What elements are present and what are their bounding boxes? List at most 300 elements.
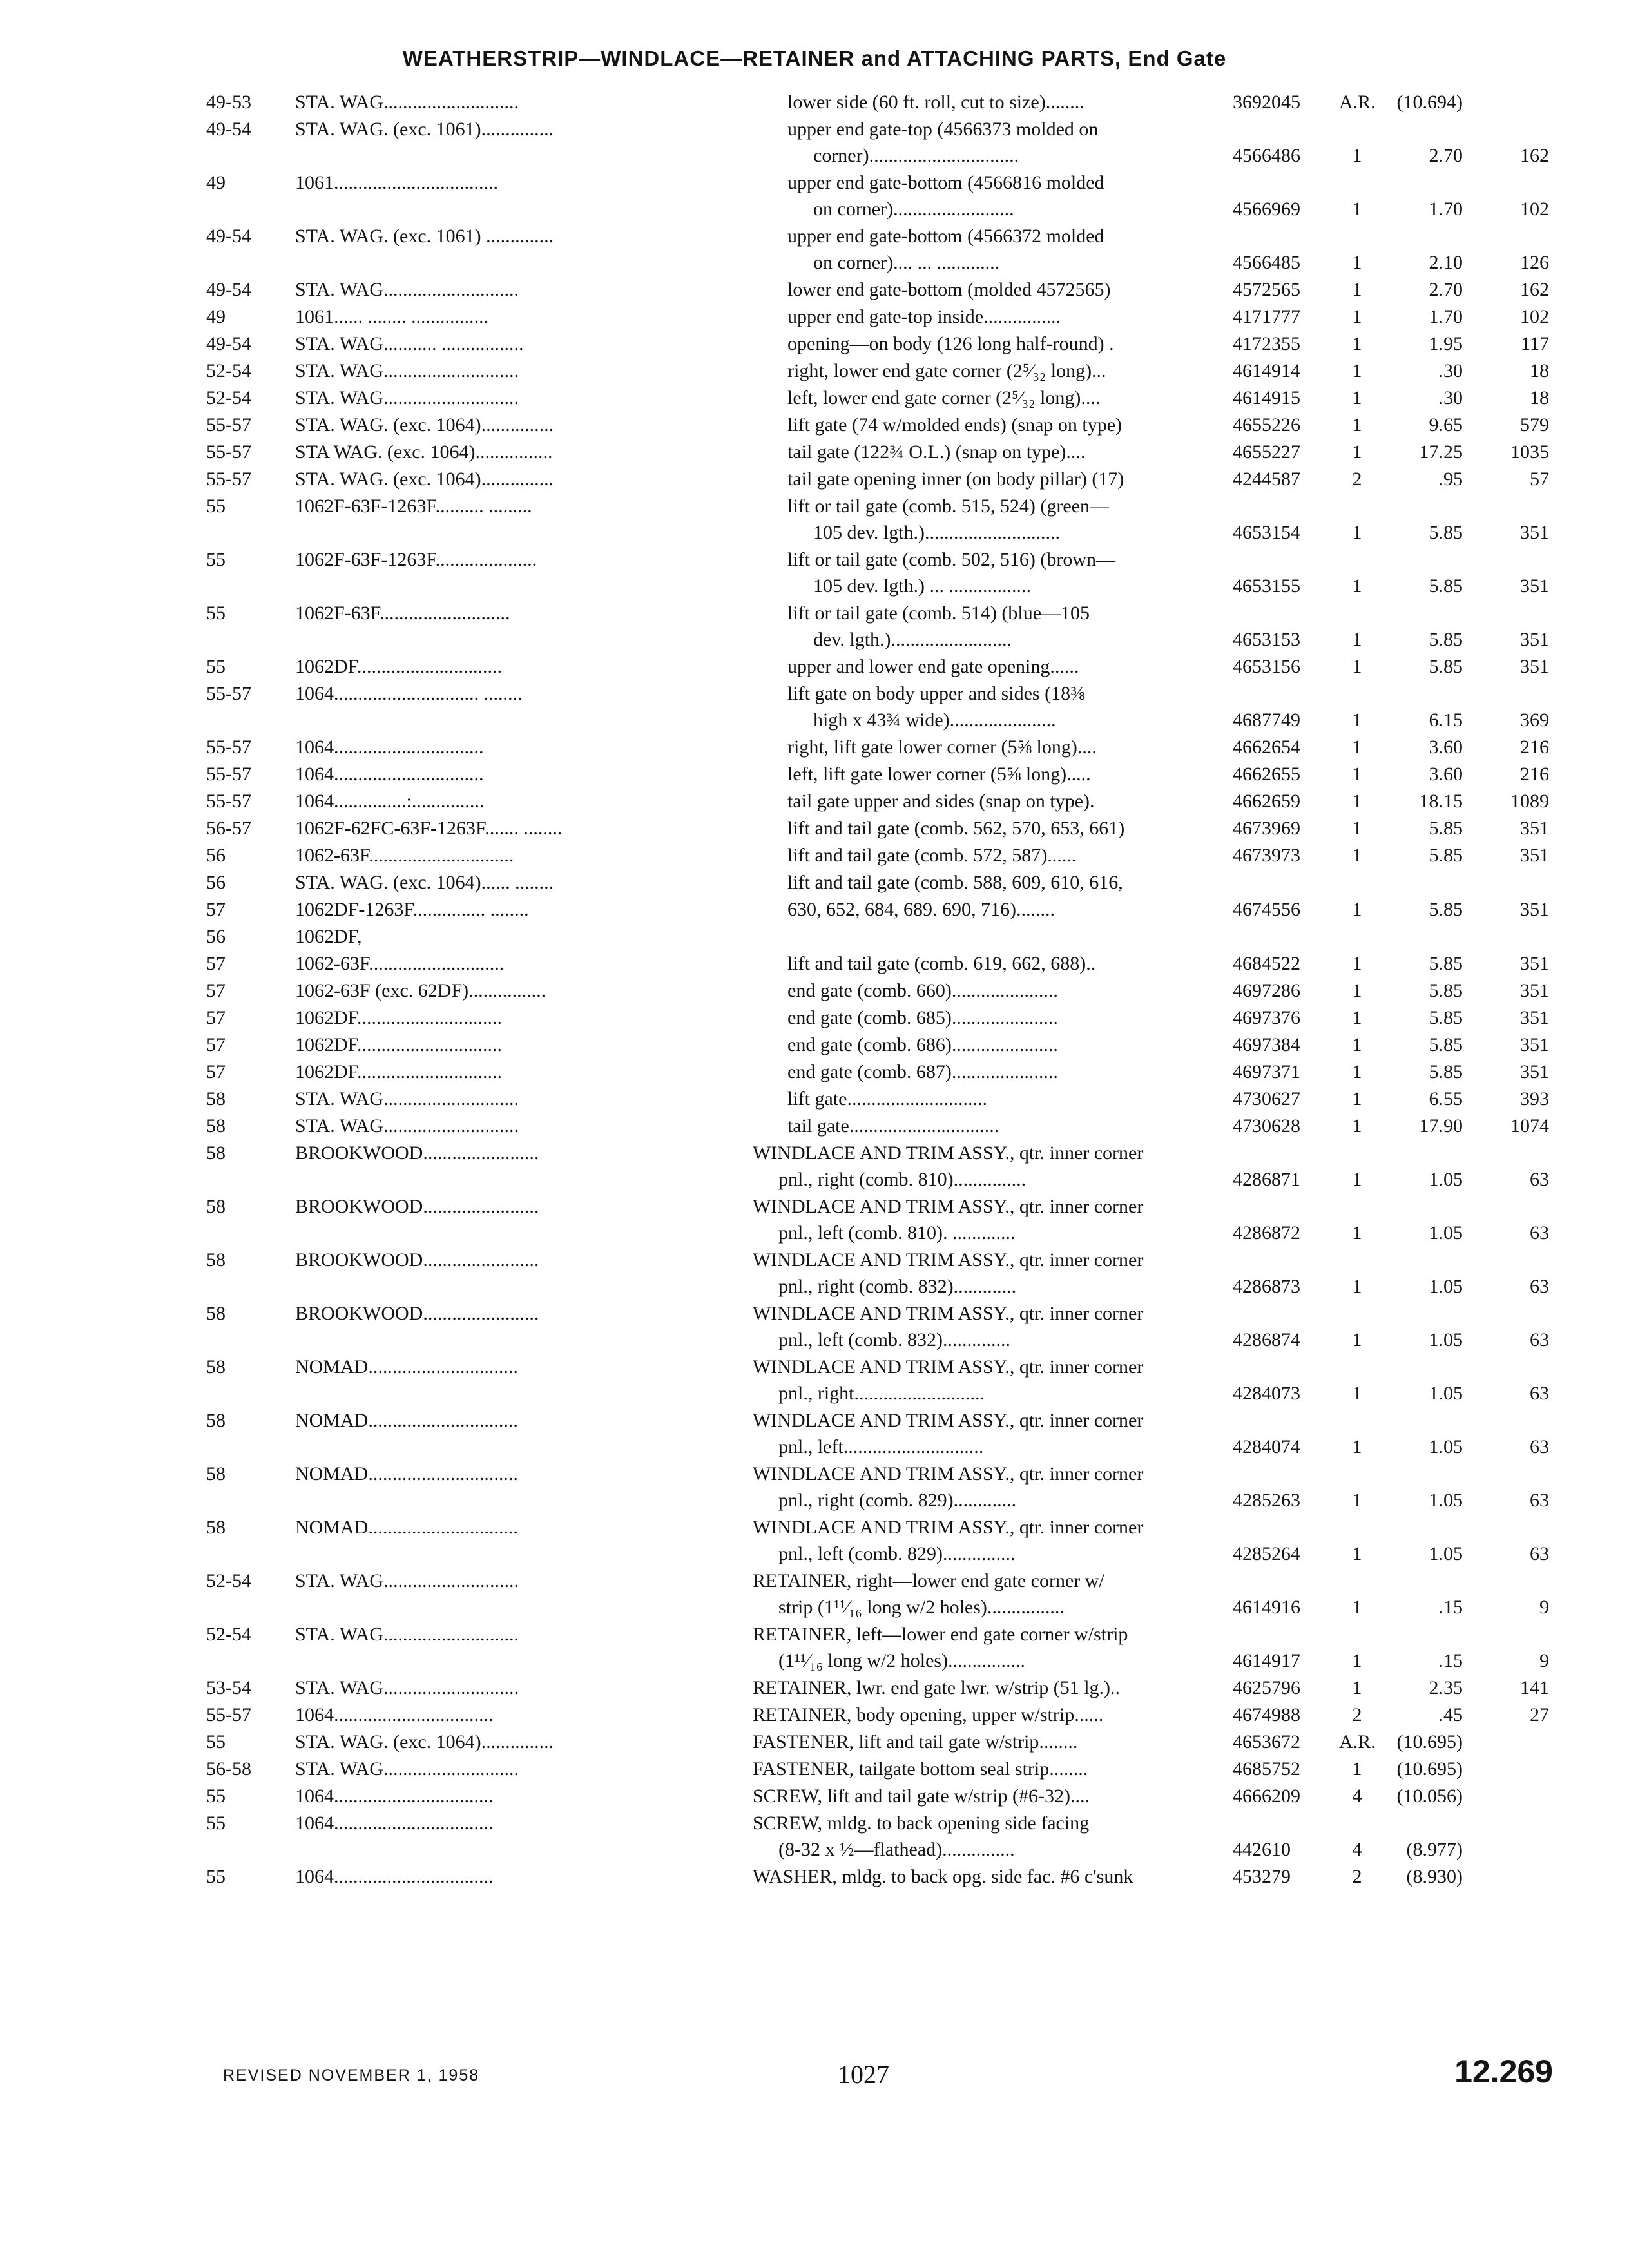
description-line: FASTENER, lift and tail gate w/strip........: [753, 1731, 1078, 1753]
model-cell: 1064.................................: [295, 1866, 494, 1887]
model-cell: 1064...............:...............: [295, 791, 485, 812]
year-cell: 49-54: [206, 333, 251, 354]
year-cell: 55-57: [206, 441, 251, 463]
quantity-cell: 2: [1352, 1704, 1362, 1725]
part-number-cell: 4286872: [1233, 1222, 1300, 1244]
description-line: strip (1¹¹⁄₁₆ long w/2 holes)................: [778, 1597, 1065, 1618]
table-row: [0, 896, 1629, 923]
part-number-cell: 4653672: [1233, 1731, 1300, 1753]
price-cell: (10.695): [1396, 1758, 1463, 1780]
description-line: tail gate opening inner (on body pillar) (17): [787, 468, 1124, 490]
group-cell: 162: [1520, 145, 1549, 166]
group-cell: 351: [1520, 845, 1549, 866]
description-line: WINDLACE AND TRIM ASSY., qtr. inner corner: [753, 1196, 1144, 1217]
group-cell: 216: [1520, 736, 1549, 758]
page-number: 1027: [838, 2060, 889, 2089]
model-cell: 1062DF..............................: [295, 656, 502, 677]
price-cell: .30: [1438, 360, 1463, 381]
model-cell: 1064...............................: [295, 736, 484, 758]
price-cell: 1.05: [1429, 1436, 1463, 1457]
year-cell: 55-57: [206, 683, 251, 704]
description-line: WINDLACE AND TRIM ASSY., qtr. inner corner: [753, 1410, 1144, 1431]
quantity-cell: A.R.: [1339, 1731, 1376, 1753]
year-cell: 55-57: [206, 414, 251, 436]
group-cell: 351: [1520, 818, 1549, 839]
year-cell: 49: [206, 172, 226, 193]
year-cell: 56: [206, 926, 226, 947]
quantity-cell: 1: [1352, 629, 1362, 650]
group-cell: 102: [1520, 198, 1549, 220]
price-cell: 5.85: [1429, 575, 1463, 597]
quantity-cell: 1: [1352, 953, 1362, 974]
model-cell: 1061...... ........ ................: [295, 306, 488, 327]
model-cell: 1064.................................: [295, 1704, 494, 1725]
description-line: lower end gate-bottom (molded 4572565): [787, 279, 1111, 300]
year-cell: 55-57: [206, 1704, 251, 1725]
table-row: [0, 1004, 1629, 1031]
description-line: lift and tail gate (comb. 572, 587)......: [787, 845, 1077, 866]
description-line: lift and tail gate (comb. 562, 570, 653, 661): [787, 818, 1125, 839]
description-line: end gate (comb. 685)......................: [787, 1007, 1058, 1028]
price-cell: 2.35: [1429, 1677, 1463, 1698]
table-row: [0, 1354, 1629, 1407]
part-number-cell: 4286873: [1233, 1276, 1300, 1297]
year-cell: 58: [206, 1410, 226, 1431]
group-cell: 63: [1530, 1276, 1549, 1297]
year-cell: 55-57: [206, 791, 251, 812]
quantity-cell: 1: [1352, 252, 1362, 273]
group-cell: 1035: [1510, 441, 1549, 463]
description-line: lift gate (74 w/molded ends) (snap on type): [787, 414, 1123, 436]
description-line: lift and tail gate (comb. 588, 609, 610, 616,: [787, 872, 1123, 893]
model-cell: 1064.................................: [295, 1812, 494, 1834]
year-cell: 58: [206, 1088, 226, 1110]
part-number-cell: 4286874: [1233, 1329, 1300, 1350]
price-cell: 5.85: [1429, 953, 1463, 974]
year-cell: 58: [206, 1463, 226, 1485]
price-cell: 1.05: [1429, 1329, 1463, 1350]
table-row: [0, 1193, 1629, 1246]
price-cell: 1.05: [1429, 1543, 1463, 1564]
table-row: [0, 1059, 1629, 1085]
table-row: [0, 1783, 1629, 1809]
part-number-cell: 4674988: [1233, 1704, 1300, 1725]
description-line: pnl., right (comb. 832).............: [778, 1276, 1017, 1297]
price-cell: 5.85: [1429, 1034, 1463, 1055]
table-row: [0, 169, 1629, 222]
group-cell: 18: [1530, 360, 1549, 381]
quantity-cell: 1: [1352, 791, 1362, 812]
year-cell: 57: [206, 953, 226, 974]
table-row: [0, 1675, 1629, 1701]
description-line: pnl., left (comb. 829)...............: [778, 1543, 1016, 1564]
quantity-cell: 1: [1352, 575, 1362, 597]
quantity-cell: 1: [1352, 1650, 1362, 1671]
year-cell: 49-54: [206, 119, 251, 140]
description-line: RETAINER, body opening, upper w/strip......: [753, 1704, 1104, 1725]
part-number-cell: 4674556: [1233, 899, 1300, 920]
price-cell: .15: [1438, 1650, 1463, 1671]
table-row: [0, 1407, 1629, 1460]
model-cell: NOMAD...............................: [295, 1517, 518, 1538]
table-row: [0, 303, 1629, 330]
description-line: lift or tail gate (comb. 514) (blue—105: [787, 602, 1090, 624]
price-cell: 2.10: [1429, 252, 1463, 273]
quantity-cell: 1: [1352, 1034, 1362, 1055]
description-line: end gate (comb. 686)......................: [787, 1034, 1058, 1055]
price-cell: 5.85: [1429, 629, 1463, 650]
description-line: 105 dev. lgth.)............................: [813, 522, 1061, 543]
group-cell: 63: [1530, 1543, 1549, 1564]
price-cell: 1.70: [1429, 198, 1463, 220]
part-number-cell: 4687749: [1233, 709, 1300, 731]
part-number-cell: 4566969: [1233, 198, 1300, 220]
year-cell: 52-54: [206, 387, 251, 408]
group-cell: 117: [1521, 333, 1549, 354]
description-line: pnl., left.............................: [778, 1436, 984, 1457]
part-number-cell: 4614916: [1233, 1597, 1300, 1618]
description-line: upper end gate-top (4566373 molded on: [787, 119, 1099, 140]
year-cell: 56: [206, 872, 226, 893]
model-cell: 1062DF..............................: [295, 1034, 502, 1055]
part-number-cell: 4614915: [1233, 387, 1300, 408]
page-title: WEATHERSTRIP—WINDLACE—RETAINER and ATTACHING PARTS, End Gate: [402, 46, 1227, 70]
part-number-cell: 4653155: [1233, 575, 1300, 597]
table-row: [0, 546, 1629, 599]
description-line: upper end gate-top inside................: [787, 306, 1061, 327]
table-row: [0, 1568, 1629, 1620]
price-cell: 5.85: [1429, 522, 1463, 543]
group-cell: 351: [1520, 629, 1549, 650]
part-number-cell: 4653154: [1233, 522, 1300, 543]
year-cell: 52-54: [206, 1624, 251, 1645]
part-number-cell: 4625796: [1233, 1677, 1300, 1698]
quantity-cell: 1: [1352, 1543, 1362, 1564]
price-cell: .95: [1438, 468, 1463, 490]
description-line: WASHER, mldg. to back opg. side fac. #6 c'sunk: [753, 1866, 1133, 1887]
table-row: [0, 439, 1629, 465]
description-line: WINDLACE AND TRIM ASSY., qtr. inner corner: [753, 1249, 1144, 1271]
group-cell: 126: [1520, 252, 1549, 273]
part-number-cell: 4614917: [1233, 1650, 1300, 1671]
part-number-cell: 4284074: [1233, 1436, 1300, 1457]
price-cell: .30: [1438, 387, 1463, 408]
model-cell: STA. WAG............................: [295, 1624, 519, 1645]
description-line: FASTENER, tailgate bottom seal strip........: [753, 1758, 1088, 1780]
quantity-cell: 1: [1352, 764, 1362, 785]
part-number-cell: 4285263: [1233, 1490, 1300, 1511]
price-cell: 18.15: [1419, 791, 1463, 812]
description-line: lift or tail gate (comb. 502, 516) (brown—: [787, 549, 1116, 570]
year-cell: 55: [206, 1785, 226, 1807]
price-cell: 1.05: [1429, 1169, 1463, 1190]
model-cell: 1062F-63F...........................: [295, 602, 510, 624]
group-cell: 63: [1530, 1222, 1549, 1244]
model-cell: 1064...............................: [295, 764, 484, 785]
model-cell: STA WAG. (exc. 1064)................: [295, 441, 553, 463]
part-number-cell: 4653156: [1233, 656, 1300, 677]
table-row: [0, 116, 1629, 169]
description-line: WINDLACE AND TRIM ASSY., qtr. inner corner: [753, 1463, 1144, 1485]
year-cell: 55: [206, 495, 226, 517]
price-cell: 5.85: [1429, 980, 1463, 1001]
table-row: [0, 1863, 1629, 1890]
table-row: [0, 842, 1629, 869]
part-number-cell: 4662659: [1233, 791, 1300, 812]
table-row: [0, 680, 1629, 733]
price-cell: 5.85: [1429, 818, 1463, 839]
part-number-cell: 4697286: [1233, 980, 1300, 1001]
model-cell: 1062DF-1263F............... ........: [295, 899, 529, 920]
price-cell: (8.977): [1406, 1839, 1463, 1860]
year-cell: 53-54: [206, 1677, 251, 1698]
model-cell: 1062F-63F-1263F.....................: [295, 549, 537, 570]
description-line: right, lift gate lower corner (5⅝ long)....: [787, 736, 1097, 758]
quantity-cell: 1: [1352, 1115, 1362, 1137]
year-cell: 58: [206, 1196, 226, 1217]
model-cell: STA. WAG............................: [295, 1758, 519, 1780]
year-cell: 58: [206, 1517, 226, 1538]
part-number-cell: 4662655: [1233, 764, 1300, 785]
description-line: (1¹¹⁄₁₆ long w/2 holes)................: [778, 1650, 1026, 1671]
model-cell: STA. WAG............................: [295, 1115, 519, 1137]
part-number-cell: 4666209: [1233, 1785, 1300, 1807]
quantity-cell: 1: [1352, 522, 1362, 543]
table-row: [0, 1621, 1629, 1674]
quantity-cell: 1: [1352, 1276, 1362, 1297]
model-cell: STA. WAG. (exc. 1061)...............: [295, 119, 554, 140]
year-cell: 55-57: [206, 736, 251, 758]
price-cell: 2.70: [1429, 145, 1463, 166]
model-cell: 1064.............................. ........: [295, 683, 523, 704]
part-number-cell: 4614914: [1233, 360, 1300, 381]
table-row: [0, 276, 1629, 303]
year-cell: 49: [206, 306, 226, 327]
group-cell: 216: [1520, 764, 1549, 785]
table-row: [0, 1300, 1629, 1353]
price-cell: 3.60: [1429, 764, 1463, 785]
year-cell: 55-57: [206, 764, 251, 785]
group-cell: 351: [1520, 1007, 1549, 1028]
quantity-cell: 1: [1352, 1490, 1362, 1511]
table-row: [0, 1702, 1629, 1728]
group-cell: 27: [1530, 1704, 1549, 1725]
part-number-cell: 4673973: [1233, 845, 1300, 866]
year-cell: 49-53: [206, 91, 251, 113]
part-number-cell: 4566486: [1233, 145, 1300, 166]
year-cell: 55: [206, 1866, 226, 1887]
group-cell: 351: [1520, 953, 1549, 974]
group-cell: 18: [1530, 387, 1549, 408]
description-line: lower side (60 ft. roll, cut to size)........: [787, 91, 1084, 113]
quantity-cell: 1: [1352, 1677, 1362, 1698]
group-cell: 351: [1520, 522, 1549, 543]
quantity-cell: 1: [1352, 1436, 1362, 1457]
part-number-cell: 4572565: [1233, 279, 1300, 300]
table-row: [0, 761, 1629, 787]
model-cell: BROOKWOOD........................: [295, 1303, 539, 1324]
part-number-cell: 4566485: [1233, 252, 1300, 273]
description-line: lift gate on body upper and sides (18⅜: [787, 683, 1085, 704]
quantity-cell: 1: [1352, 1383, 1362, 1404]
description-line: dev. lgth.).........................: [813, 629, 1012, 650]
table-row: [0, 788, 1629, 814]
group-cell: 57: [1530, 468, 1549, 490]
table-row: [0, 1247, 1629, 1300]
model-cell: STA. WAG............................: [295, 279, 519, 300]
group-cell: 9: [1539, 1650, 1549, 1671]
description-line: high x 43¾ wide)......................: [813, 709, 1056, 731]
model-cell: STA. WAG........... .................: [295, 333, 524, 354]
table-row: [0, 385, 1629, 411]
year-cell: 52-54: [206, 360, 251, 381]
group-cell: 351: [1520, 1034, 1549, 1055]
group-cell: 63: [1530, 1436, 1549, 1457]
table-row: [0, 1113, 1629, 1139]
table-row: [0, 1729, 1629, 1755]
model-cell: STA. WAG............................: [295, 360, 519, 381]
year-cell: 55: [206, 602, 226, 624]
price-cell: 3.60: [1429, 736, 1463, 758]
year-cell: 58: [206, 1303, 226, 1324]
model-cell: 1062-63F............................: [295, 953, 505, 974]
section-number: 12.269: [1454, 2053, 1553, 2090]
part-number-cell: 4730628: [1233, 1115, 1300, 1137]
description-line: 630, 652, 684, 689. 690, 716)........: [787, 899, 1055, 920]
table-row: [0, 358, 1629, 384]
model-cell: STA. WAG. (exc. 1064)...............: [295, 1731, 554, 1753]
price-cell: 9.65: [1429, 414, 1463, 436]
quantity-cell: 2: [1352, 1866, 1362, 1887]
year-cell: 55: [206, 1812, 226, 1834]
year-cell: 58: [206, 1142, 226, 1164]
quantity-cell: 1: [1352, 441, 1362, 463]
price-cell: (8.930): [1406, 1866, 1463, 1887]
part-number-cell: 453279: [1233, 1866, 1291, 1887]
table-row: [0, 1086, 1629, 1112]
part-number-cell: 4697371: [1233, 1061, 1300, 1082]
year-cell: 49-54: [206, 279, 251, 300]
quantity-cell: 1: [1352, 1061, 1362, 1082]
quantity-cell: 1: [1352, 1169, 1362, 1190]
part-number-cell: 4655227: [1233, 441, 1300, 463]
part-number-cell: 3692045: [1233, 91, 1300, 113]
description-line: pnl., right (comb. 829).............: [778, 1490, 1017, 1511]
table-row: [0, 223, 1629, 276]
description-line: left, lower end gate corner (2⁵⁄₃₂ long)....: [787, 387, 1101, 408]
price-cell: (10.695): [1396, 1731, 1463, 1753]
table-row: [0, 89, 1629, 115]
model-cell: BROOKWOOD........................: [295, 1196, 539, 1217]
part-number-cell: 4285264: [1233, 1543, 1300, 1564]
table-row: [0, 493, 1629, 546]
quantity-cell: 1: [1352, 1007, 1362, 1028]
table-row: [0, 1810, 1629, 1863]
model-cell: STA. WAG............................: [295, 387, 519, 408]
description-line: right, lower end gate corner (2⁵⁄₃₂ long)...: [787, 360, 1106, 381]
year-cell: 57: [206, 899, 226, 920]
model-cell: BROOKWOOD........................: [295, 1142, 539, 1164]
description-line: WINDLACE AND TRIM ASSY., qtr. inner corner: [753, 1303, 1144, 1324]
description-line: RETAINER, left—lower end gate corner w/strip: [753, 1624, 1128, 1645]
part-number-cell: 442610: [1233, 1839, 1291, 1860]
table-row: [0, 869, 1629, 896]
table-row: [0, 1514, 1629, 1567]
description-line: SCREW, mldg. to back opening side facing: [753, 1812, 1090, 1834]
description-line: corner)...............................: [813, 145, 1019, 166]
description-line: opening—on body (126 long half-round) .: [787, 333, 1114, 354]
description-line: WINDLACE AND TRIM ASSY., qtr. inner corner: [753, 1517, 1144, 1538]
group-cell: 1074: [1510, 1115, 1549, 1137]
group-cell: 63: [1530, 1383, 1549, 1404]
price-cell: 1.95: [1429, 333, 1463, 354]
description-line: WINDLACE AND TRIM ASSY., qtr. inner corner: [753, 1356, 1144, 1378]
description-line: end gate (comb. 660)......................: [787, 980, 1058, 1001]
price-cell: 1.05: [1429, 1490, 1463, 1511]
price-cell: 5.85: [1429, 845, 1463, 866]
description-line: WINDLACE AND TRIM ASSY., qtr. inner corner: [753, 1142, 1144, 1164]
quantity-cell: 4: [1352, 1785, 1362, 1807]
year-cell: 55: [206, 549, 226, 570]
part-number-cell: 4655226: [1233, 414, 1300, 436]
model-cell: 1062F-63F-1263F.......... .........: [295, 495, 532, 517]
quantity-cell: 1: [1352, 414, 1362, 436]
year-cell: 58: [206, 1115, 226, 1137]
description-line: pnl., right (comb. 810)...............: [778, 1169, 1027, 1190]
description-line: SCREW, lift and tail gate w/strip (#6-32)....: [753, 1785, 1090, 1807]
table-row: [0, 923, 1629, 950]
model-cell: STA. WAG. (exc. 1064)...... ........: [295, 872, 554, 893]
quantity-cell: 1: [1352, 306, 1362, 327]
model-cell: STA. WAG. (exc. 1064)...............: [295, 468, 554, 490]
description-line: on corner).... ... .............: [813, 252, 1000, 273]
quantity-cell: 1: [1352, 198, 1362, 220]
group-cell: 369: [1520, 709, 1549, 731]
description-line: tail gate upper and sides (snap on type).: [787, 791, 1095, 812]
model-cell: STA. WAG............................: [295, 1088, 519, 1110]
price-cell: 5.85: [1429, 899, 1463, 920]
year-cell: 57: [206, 1034, 226, 1055]
part-number-cell: 4244587: [1233, 468, 1300, 490]
price-cell: 5.85: [1429, 656, 1463, 677]
year-cell: 55: [206, 1731, 226, 1753]
price-cell: 1.05: [1429, 1383, 1463, 1404]
price-cell: .15: [1438, 1597, 1463, 1618]
year-cell: 57: [206, 980, 226, 1001]
price-cell: 17.25: [1419, 441, 1463, 463]
table-row: [0, 466, 1629, 492]
group-cell: 393: [1520, 1088, 1549, 1110]
quantity-cell: 1: [1352, 845, 1362, 866]
price-cell: (10.694): [1396, 91, 1463, 113]
group-cell: 63: [1530, 1169, 1549, 1190]
group-cell: 63: [1530, 1329, 1549, 1350]
part-number-cell: 4662654: [1233, 736, 1300, 758]
part-number-cell: 4697384: [1233, 1034, 1300, 1055]
group-cell: 9: [1539, 1597, 1549, 1618]
year-cell: 52-54: [206, 1570, 251, 1591]
group-cell: 102: [1520, 306, 1549, 327]
description-line: 105 dev. lgth.) ... .................: [813, 575, 1032, 597]
model-cell: 1062DF..............................: [295, 1061, 502, 1082]
table-row: [0, 331, 1629, 357]
quantity-cell: 1: [1352, 1222, 1362, 1244]
quantity-cell: 1: [1352, 899, 1362, 920]
group-cell: 579: [1520, 414, 1549, 436]
price-cell: 5.85: [1429, 1007, 1463, 1028]
description-line: tail gate...............................: [787, 1115, 999, 1137]
table-row: [0, 1461, 1629, 1514]
